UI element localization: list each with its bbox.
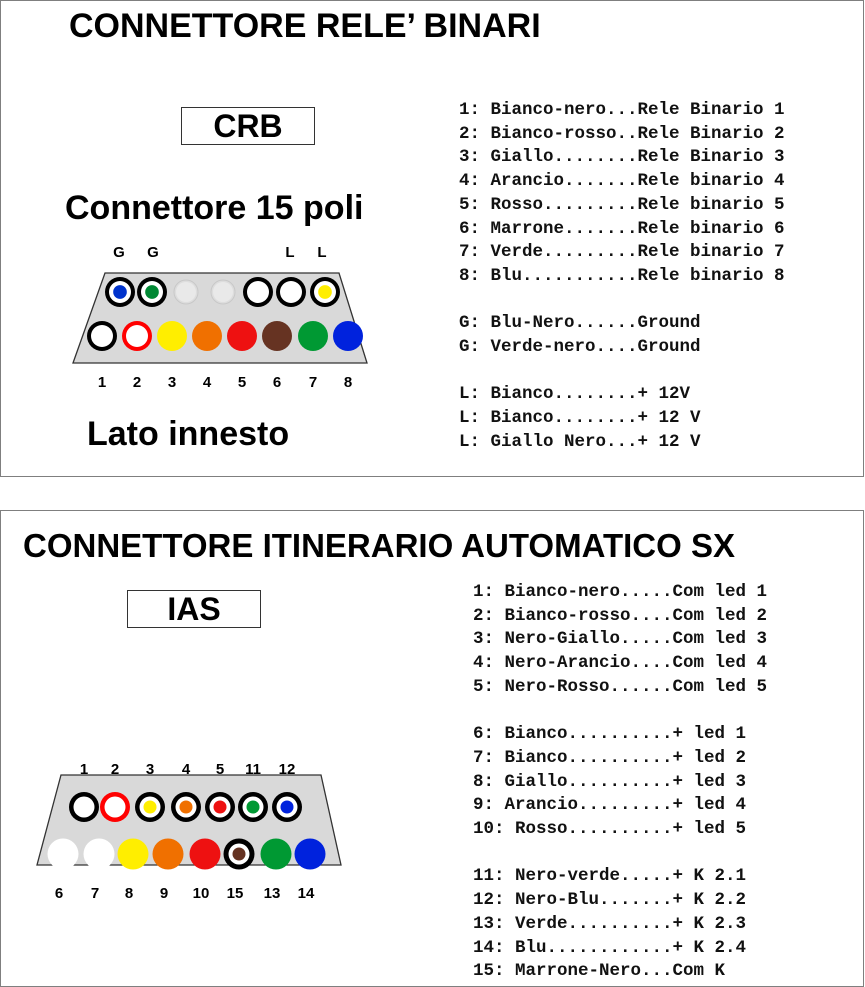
crb-connector-label: Connettore 15 poli bbox=[65, 189, 364, 227]
ias-bottom-pin bbox=[190, 839, 221, 870]
ias-code-box: IAS bbox=[127, 590, 261, 628]
ias-bottom-number: 6 bbox=[54, 885, 64, 902]
crb-top-label: G bbox=[113, 244, 125, 261]
ias-bottom-number: 8 bbox=[124, 885, 134, 902]
ias-top-pin bbox=[272, 792, 302, 822]
crb-pin-row: L: Bianco........+ 12 V bbox=[459, 408, 701, 429]
ias-bottom-pin bbox=[261, 839, 292, 870]
crb-top-label: G bbox=[147, 244, 159, 261]
ias-bottom-pin bbox=[84, 839, 115, 870]
ias-pin-row: 9: Arancio.........+ led 4 bbox=[473, 795, 747, 816]
crb-top-pin bbox=[105, 277, 135, 307]
ias-top-pin bbox=[100, 792, 130, 822]
ias-pin-row: 6: Bianco..........+ led 1 bbox=[473, 724, 747, 745]
ias-top-pin bbox=[69, 792, 99, 822]
ias-pin-row: 10: Rosso..........+ led 5 bbox=[473, 819, 747, 840]
ias-panel bbox=[0, 510, 864, 987]
crb-top-pin bbox=[243, 277, 273, 307]
crb-pin-row: G: Verde-nero....Ground bbox=[459, 337, 701, 358]
ias-pin-row: 5: Nero-Rosso......Com led 5 bbox=[473, 676, 768, 697]
crb-bottom-pin bbox=[192, 321, 222, 351]
crb-title: CONNETTORE RELE’ BINARI bbox=[69, 7, 541, 45]
ias-bottom-number: 9 bbox=[159, 885, 169, 902]
ias-bottom-pin bbox=[153, 839, 184, 870]
ias-top-number: 2 bbox=[110, 761, 120, 778]
ias-connector-diagram bbox=[31, 743, 351, 903]
ias-pin-row: 7: Bianco..........+ led 2 bbox=[473, 747, 747, 768]
crb-code-box: CRB bbox=[181, 107, 315, 145]
crb-pin-row: 6: Marrone.......Rele binario 6 bbox=[459, 218, 785, 239]
crb-pin-gap bbox=[459, 289, 785, 313]
ias-pin-row: 2: Bianco-rosso....Com led 2 bbox=[473, 605, 768, 626]
crb-bottom-pin bbox=[227, 321, 257, 351]
crb-pin-number: 4 bbox=[202, 374, 212, 391]
crb-top-label: L bbox=[285, 244, 295, 261]
crb-top-pin bbox=[310, 277, 340, 307]
ias-pin-row: 13: Verde..........+ K 2.3 bbox=[473, 913, 747, 934]
ias-pin-row: 1: Bianco-nero.....Com led 1 bbox=[473, 582, 768, 602]
ias-top-number: 11 bbox=[245, 761, 261, 778]
ias-pin-gap bbox=[473, 700, 767, 724]
crb-pin-row: 3: Giallo........Rele Binario 3 bbox=[459, 147, 785, 168]
crb-pin-row: 7: Verde.........Rele binario 7 bbox=[459, 242, 785, 263]
crb-top-pin bbox=[137, 277, 167, 307]
ias-pin-row: 15: Marrone-Nero...Com K bbox=[473, 961, 726, 982]
ias-bottom-pin bbox=[118, 839, 149, 870]
ias-bottom-pin bbox=[48, 839, 79, 870]
ias-pin-row: 12: Nero-Blu.......+ K 2.2 bbox=[473, 890, 747, 911]
crb-pin-number: 6 bbox=[272, 374, 282, 391]
ias-bottom-number: 10 bbox=[192, 885, 210, 902]
crb-pin-row: 8: Blu...........Rele binario 8 bbox=[459, 265, 785, 286]
ias-bottom-numbers bbox=[55, 885, 315, 902]
crb-top-pin bbox=[174, 280, 198, 304]
crb-pin-gap bbox=[459, 360, 785, 384]
crb-bottom-pin bbox=[87, 321, 117, 351]
ias-bottom-number: 13 bbox=[263, 885, 281, 902]
crb-pin-row: 5: Rosso.........Rele binario 5 bbox=[459, 194, 785, 215]
ias-bottom-pin bbox=[224, 839, 255, 870]
crb-pin-list bbox=[459, 99, 785, 455]
ias-top-pin bbox=[135, 792, 165, 822]
ias-pin-row: 4: Nero-Arancio....Com led 4 bbox=[473, 653, 768, 674]
ias-top-number: 12 bbox=[278, 761, 296, 778]
ias-title: CONNETTORE ITINERARIO AUTOMATICO SX bbox=[23, 527, 735, 564]
crb-pin-row: 2: Bianco-rosso..Rele Binario 2 bbox=[459, 123, 785, 144]
ias-top-number: 5 bbox=[215, 761, 225, 778]
ias-bottom-number: 14 bbox=[297, 885, 315, 902]
crb-bottom-pin bbox=[333, 321, 363, 351]
crb-pin-number: 5 bbox=[237, 374, 247, 391]
crb-top-label: L bbox=[317, 244, 327, 261]
crb-pin-row: G: Blu-Nero......Ground bbox=[459, 313, 701, 334]
ias-pin-row: 11: Nero-verde.....+ K 2.1 bbox=[473, 866, 747, 887]
crb-bottom-pin bbox=[262, 321, 292, 351]
ias-top-pin bbox=[171, 792, 201, 822]
crb-pin-row: 1: Bianco-nero...Rele Binario 1 bbox=[459, 100, 785, 120]
crb-bottom-numbers bbox=[98, 374, 352, 391]
crb-pin-row: L: Giallo Nero...+ 12 V bbox=[459, 431, 701, 452]
crb-top-pin bbox=[211, 280, 235, 304]
ias-bottom-number: 15 bbox=[226, 885, 244, 902]
crb-pin-number: 1 bbox=[97, 374, 107, 391]
crb-pin-number: 3 bbox=[167, 374, 177, 391]
ias-pin-gap bbox=[473, 842, 767, 866]
ias-bottom-number: 7 bbox=[90, 885, 100, 902]
crb-panel bbox=[0, 0, 864, 477]
crb-pin-row: 4: Arancio.......Rele binario 4 bbox=[459, 171, 785, 192]
ias-pin-row: 3: Nero-Giallo.....Com led 3 bbox=[473, 629, 768, 650]
ias-top-number: 4 bbox=[181, 761, 191, 778]
crb-side-label: Lato innesto bbox=[87, 415, 290, 453]
crb-pin-number: 2 bbox=[132, 374, 142, 391]
crb-top-labels bbox=[113, 244, 326, 261]
ias-pin-list bbox=[473, 581, 767, 984]
crb-pin-row: L: Bianco........+ 12V bbox=[459, 384, 691, 405]
ias-top-number: 3 bbox=[145, 761, 155, 778]
ias-bottom-pin bbox=[295, 839, 326, 870]
ias-pin-row: 8: Giallo..........+ led 3 bbox=[473, 771, 747, 792]
crb-bottom-pin bbox=[157, 321, 187, 351]
ias-pin-row: 14: Blu............+ K 2.4 bbox=[473, 937, 747, 958]
crb-pin-number: 8 bbox=[343, 374, 353, 391]
crb-bottom-pin bbox=[298, 321, 328, 351]
crb-pin-number: 7 bbox=[308, 374, 318, 391]
crb-bottom-pin bbox=[122, 321, 152, 351]
crb-connector-diagram bbox=[61, 237, 381, 397]
ias-top-pin bbox=[205, 792, 235, 822]
ias-top-number: 1 bbox=[79, 761, 89, 778]
ias-top-pin bbox=[238, 792, 268, 822]
crb-top-pin bbox=[276, 277, 306, 307]
